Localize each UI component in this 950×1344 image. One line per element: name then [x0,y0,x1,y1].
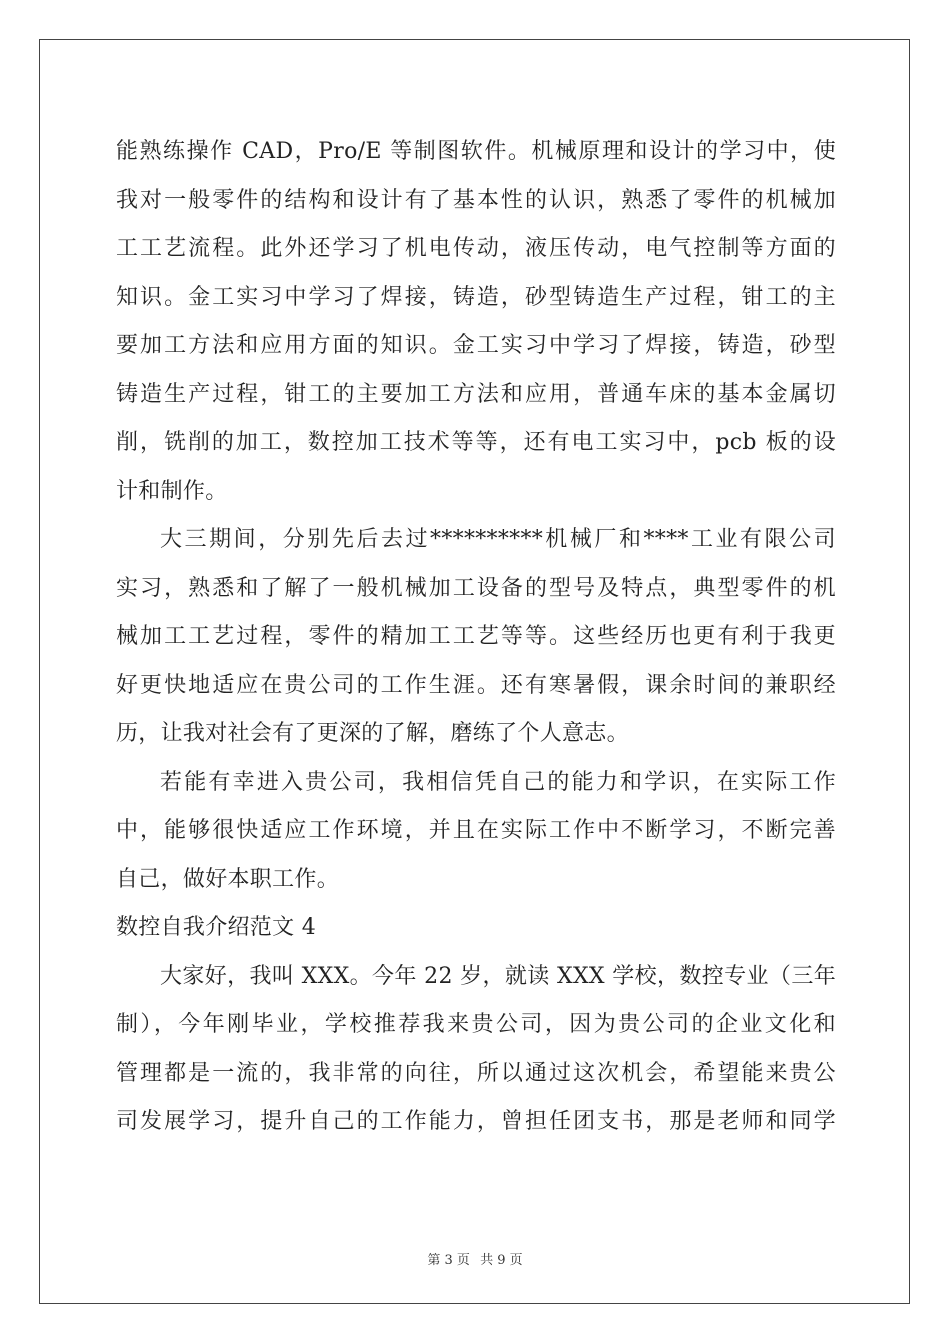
document-body [116,128,836,1147]
text-line: 若能有幸进入贵公司，我相信凭自己的能力和学识，在实际工作 [160,769,836,795]
text-line: 数控自我介绍范文 4 [116,915,316,940]
text-line: 械加工工艺过程，零件的精加工工艺等等。这些经历也更有利于我更 [116,624,836,649]
text-line: 实习，熟悉和了解了一般机械加工设备的型号及特点，典型零件的机 [116,575,836,601]
text-line: 好更快地适应在贵公司的工作生涯。还有寒暑假，课余时间的兼职经 [116,672,836,698]
text-line: 工工艺流程。此外还学习了机电传动，液压传动，电气控制等方面的 [116,236,836,261]
text-line: 铸造生产过程，钳工的主要加工方法和应用，普通车床的基本金属切 [116,381,836,407]
text-line: 能熟练操作 CAD，Pro/E 等制图软件。机械原理和设计的学习中，使 [116,139,836,164]
page-total: 共 9 页 [480,1253,523,1268]
text-line: 自己，做好本职工作。 [116,866,340,892]
text-line: 大三期间，分别先后去过**********机械厂和****工业有限公司 [160,527,836,552]
page-number: 第 3 页 [427,1253,470,1268]
text-line: 管理都是一流的，我非常的向往，所以通过这次机会，希望能来贵公 [116,1060,836,1086]
text-line: 知识。金工实习中学习了焊接，铸造，砂型铸造生产过程，钳工的主 [116,284,836,310]
text-line: 计和制作。 [116,478,228,504]
text-line: 中，能够很快适应工作环境，并且在实际工作中不断学习，不断完善 [116,818,836,843]
text-line: 制），今年刚毕业，学校推荐我来贵公司，因为贵公司的企业文化和 [116,1012,836,1037]
text-line: 削，铣削的加工，数控加工技术等等，还有电工实习中，pcb 板的设 [116,430,836,455]
text-line: 大家好，我叫 XXX。今年 22 岁，就读 XXX 学校，数控专业（三年 [160,963,836,989]
page-footer [0,1249,950,1268]
text-line: 司发展学习，提升自己的工作能力，曾担任团支书，那是老师和同学 [116,1109,836,1134]
text-line: 历，让我对社会有了更深的了解，磨练了个人意志。 [116,721,629,746]
text-line: 我对一般零件的结构和设计有了基本性的认识，熟悉了零件的机械加 [116,187,836,213]
text-line: 要加工方法和应用方面的知识。金工实习中学习了焊接，铸造，砂型 [116,333,836,358]
